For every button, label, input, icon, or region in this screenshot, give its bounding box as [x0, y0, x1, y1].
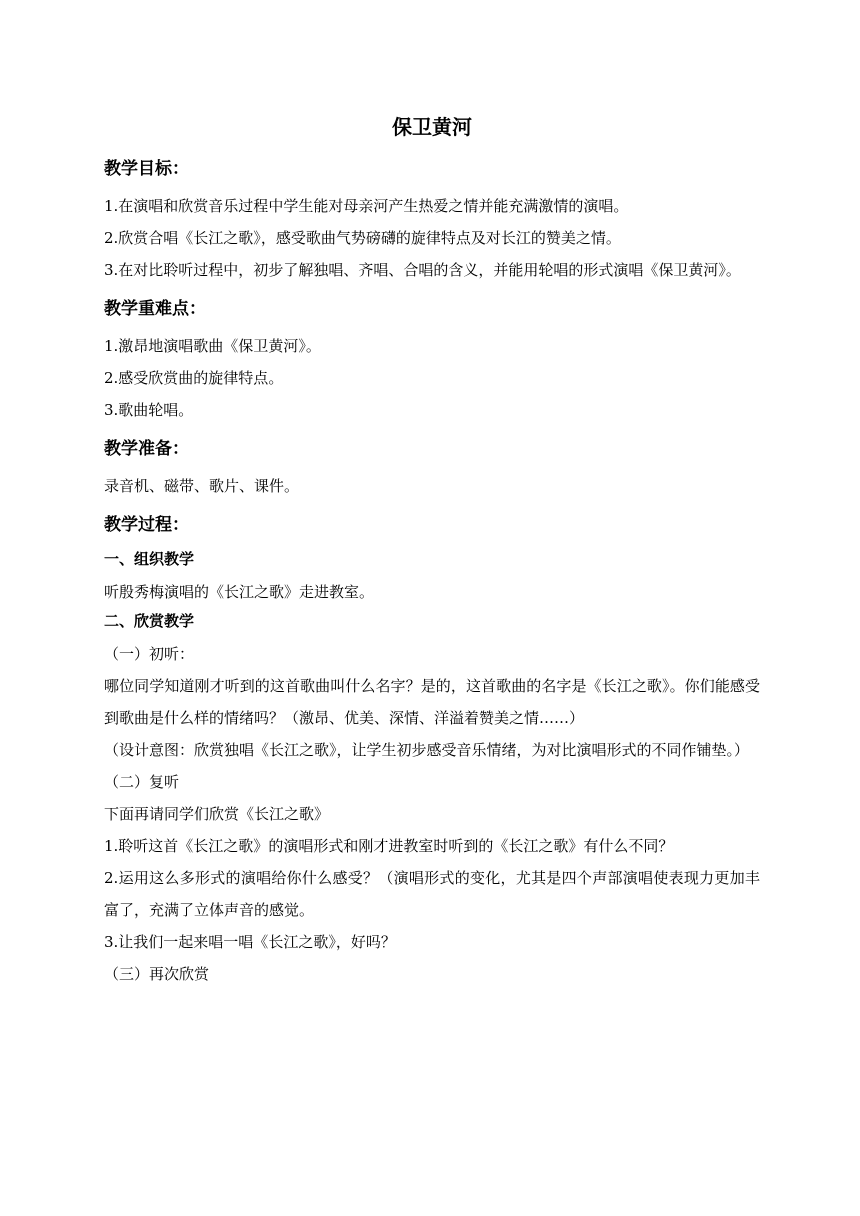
- process-line: （设计意图：欣赏独唱《长江之歌》，让学生初步感受音乐情绪，为对比演唱形式的不同作铺垫。）: [104, 741, 750, 759]
- objective-item: 2.欣赏合唱《长江之歌》，感受歌曲气势磅礴的旋律特点及对长江的赞美之情。: [104, 229, 621, 247]
- process-line: 3.让我们一起来唱一唱《长江之歌》，好吗？: [104, 933, 396, 951]
- process-line: 下面再请同学们欣赏《长江之歌》: [104, 805, 330, 823]
- document-title: 保卫黄河: [392, 115, 472, 139]
- process-line: 哪位同学知道刚才听到的这首歌曲叫什么名字？是的，这首歌曲的名字是《长江之歌》。你们能感受到歌曲是什么样的情绪吗？（激昂、优美、深情、洋溢着赞美之情……）: [104, 677, 760, 727]
- process-line: （三）再次欣赏: [104, 965, 210, 983]
- process-line: 2.运用这么多形式的演唱给你什么感受？（演唱形式的变化，尤其是四个声部演唱使表现力更加丰富了，充满了立体声音的感觉。: [104, 869, 760, 919]
- objective-item: 1.在演唱和欣赏音乐过程中学生能对母亲河产生热爱之情并能充满激情的演唱。: [104, 197, 629, 215]
- key-point-item: 3.歌曲轮唱。: [104, 401, 194, 419]
- objectives-heading: 教学目标：: [104, 159, 189, 179]
- process-line: 1.聆听这首《长江之歌》的演唱形式和刚才进教室时听到的《长江之歌》有什么不同？: [104, 837, 674, 855]
- preparation-heading: 教学准备：: [104, 439, 189, 459]
- key-points-section: [104, 296, 760, 426]
- process-section: [104, 512, 760, 990]
- process-heading: 教学过程：: [104, 515, 189, 535]
- process-line: （二）复听: [104, 773, 180, 791]
- process-part1-text: 听殷秀梅演唱的《长江之歌》走进教室。: [104, 583, 375, 601]
- preparation-section: [104, 436, 760, 502]
- key-points-heading: 教学重难点：: [104, 299, 206, 319]
- document-page: [104, 112, 760, 1000]
- objective-item: 3.在对比聆听过程中，初步了解独唱、齐唱、合唱的含义，并能用轮唱的形式演唱《保卫黄河》。: [104, 261, 741, 279]
- key-point-item: 1.激昂地演唱歌曲《保卫黄河》。: [104, 337, 321, 355]
- process-part2-heading: 二、欣赏教学: [104, 612, 195, 630]
- preparation-item: 录音机、磁带、歌片、课件。: [104, 477, 300, 495]
- key-point-item: 2.感受欣赏曲的旋律特点。: [104, 369, 284, 387]
- objectives-section: [104, 156, 760, 286]
- process-part1-heading: 一、组织教学: [104, 550, 195, 568]
- process-line: （一）初听：: [104, 645, 195, 663]
